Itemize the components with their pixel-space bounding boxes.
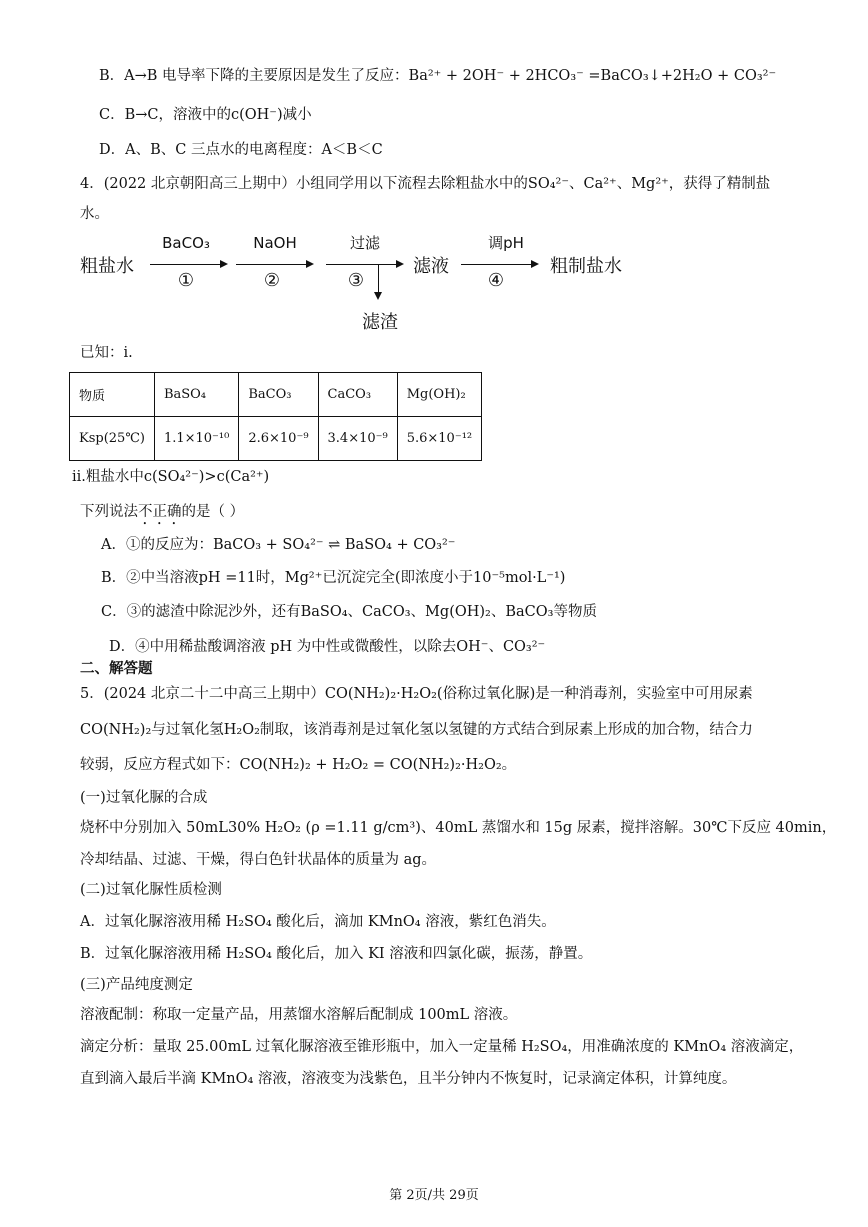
- q4-question: 下列说法不正确的是（ ）: [80, 504, 245, 520]
- flow-arrow-1: [150, 264, 226, 265]
- q5-stem-line2: CO(NH₂)₂与过氧化氢H₂O₂制取，该消毒剂是过氧化氢以氢键的方式结合到尿素上形成的加合物，结合力: [80, 722, 753, 738]
- flow-step3-number: ③: [347, 270, 365, 291]
- table-cell: BaCO₃: [239, 373, 318, 417]
- q4-emphasis: 不正确: [138, 504, 182, 520]
- table-header-row: [70, 373, 482, 417]
- table-cell: BaSO₄: [154, 373, 238, 417]
- flow-step1-reagent: BaCO₃: [162, 234, 210, 252]
- flow-step4-reagent: 调pH: [488, 234, 524, 252]
- q3-option-b: B．A→B 电导率下降的主要原因是发生了反应：Ba²⁺ + 2OH⁻ + 2HCO₃⁻ =BaCO₃↓+2H₂O + CO₃²⁻: [99, 68, 777, 84]
- flow-step4-number: ④: [487, 270, 505, 291]
- table-cell: CaCO₃: [318, 373, 397, 417]
- q5-titration-line2: 直到滴入最后半滴 KMnO₄ 溶液，溶液变为浅紫色，且半分钟内不恢复时，记录滴定体积，计算纯度。: [80, 1071, 737, 1087]
- flow-step1-number: ①: [177, 270, 195, 291]
- table-cell: 2.6×10⁻⁹: [239, 417, 318, 461]
- table-cell: 5.6×10⁻¹²: [397, 417, 481, 461]
- q5-stem-line1: 5．(2024 北京二十二中高三上期中）CO(NH₂)₂·H₂O₂(俗称过氧化脲)是一种消毒剂，实验室中可用尿素: [80, 686, 753, 702]
- flow-arrow-down: [378, 264, 379, 298]
- table-row: [70, 417, 482, 461]
- q5-subheading-2: (二)过氧化脲性质检测: [80, 882, 222, 898]
- table-cell: 3.4×10⁻⁹: [318, 417, 397, 461]
- q3-option-d: D．A、B、C 三点水的电离程度：A＜B＜C: [99, 142, 383, 158]
- flow-arrow-2: [236, 264, 312, 265]
- q5-subheading-3: (三)产品纯度测定: [80, 977, 193, 993]
- page-number: 第 2页/共 29页: [389, 1188, 479, 1203]
- table-cell: Mg(OH)₂: [397, 373, 481, 417]
- flow-filtrate: 滤液: [413, 256, 449, 277]
- q5-solution-prep: 溶液配制：称取一定量产品，用蒸馏水溶解后配制成 100mL 溶液。: [80, 1007, 518, 1023]
- q5-property-a: A．过氧化脲溶液用稀 H₂SO₄ 酸化后，滴加 KMnO₄ 溶液，紫红色消失。: [80, 914, 556, 930]
- q4-known-ii: ii.粗盐水中c(SO₄²⁻)>c(Ca²⁺): [72, 469, 270, 485]
- q5-stem-line3: 较弱，反应方程式如下：CO(NH₂)₂ + H₂O₂ = CO(NH₂)₂·H₂O₂。: [80, 757, 517, 773]
- q5-synthesis-line2: 冷却结晶、过滤、干燥，得白色针状晶体的质量为 ag。: [80, 852, 437, 868]
- q5-titration-line1: 滴定分析：量取 25.00mL 过氧化脲溶液至锥形瓶中，加入一定量稀 H₂SO₄，用准确浓度的 KMnO₄ 溶液滴定，: [80, 1039, 804, 1055]
- q4-option-b: B．②中当溶液pH =11时，Mg²⁺已沉淀完全(即浓度小于10⁻⁵mol·L⁻¹): [101, 570, 566, 586]
- q4-stem-line2: 水。: [80, 206, 109, 222]
- q5-synthesis-line1: 烧杯中分别加入 50mL30% H₂O₂ (ρ =1.11 g/cm³)、40mL 蒸馏水和 15g 尿素，搅拌溶解。30℃下反应 40min，: [80, 820, 837, 836]
- flow-step3-reagent: 过滤: [349, 234, 380, 252]
- table-cell: 1.1×10⁻¹⁰: [154, 417, 238, 461]
- q5-subheading-1: (一)过氧化脲的合成: [80, 790, 208, 806]
- q3-option-c: C．B→C，溶液中的c(OH⁻)减小: [99, 107, 312, 123]
- q3-option-b-equation: Ba²⁺ + 2OH⁻ + 2HCO₃⁻ =BaCO₃↓+2H₂O + CO₃²⁻: [408, 68, 777, 84]
- q5-property-b: B．过氧化脲溶液用稀 H₂SO₄ 酸化后，加入 KI 溶液和四氯化碳，振荡，静置。: [80, 946, 593, 962]
- ksp-table: [69, 372, 482, 461]
- flow-step2-reagent: NaOH: [253, 234, 297, 252]
- q4-option-a: A．①的反应为：BaCO₃ + SO₄²⁻ ⇌ BaSO₄ + CO₃²⁻: [101, 537, 456, 553]
- flow-step2-number: ②: [263, 270, 281, 291]
- flow-start: 粗盐水: [80, 256, 134, 277]
- process-flow-diagram: [80, 234, 640, 334]
- q4-option-d: D．④中用稀盐酸调溶液 pH 为中性或微酸性，以除去OH⁻、CO₃²⁻: [109, 639, 546, 655]
- table-cell: 物质: [70, 373, 155, 417]
- flow-arrow-4: [461, 264, 537, 265]
- flow-end: 粗制盐水: [550, 256, 622, 277]
- q4-stem-line1: 4．(2022 北京朝阳高三上期中）小组同学用以下流程去除粗盐水中的SO₄²⁻、Ca²⁺、Mg²⁺，获得了精制盐: [80, 176, 771, 192]
- flow-residue: 滤渣: [362, 312, 398, 333]
- flow-arrow-3: [326, 264, 402, 265]
- q4-option-c: C．③的滤渣中除泥沙外，还有BaSO₄、CaCO₃、Mg(OH)₂、BaCO₃等物质: [101, 604, 597, 620]
- q4-known-i: 已知：i.: [80, 345, 133, 361]
- section-heading: 二、解答题: [80, 660, 153, 677]
- table-cell: Ksp(25℃): [70, 417, 155, 461]
